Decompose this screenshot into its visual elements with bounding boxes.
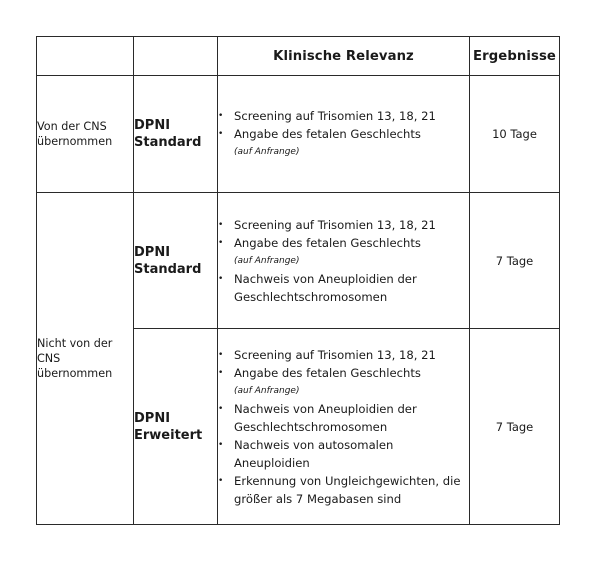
bullet-icon: • (218, 237, 224, 248)
product-cell (134, 193, 218, 329)
item-text: Screening auf Trisomien 13, 18, 21 (234, 109, 436, 123)
product-variant-line: Erweitert (134, 427, 203, 443)
product-variant-line: Standard (134, 135, 202, 150)
list-item (218, 364, 469, 400)
coverage-cell: Nicht von der CNS übernommen (37, 193, 134, 525)
table-row (37, 76, 560, 193)
list-item (218, 107, 469, 125)
coverage-cell: Von der CNS übernommen (37, 76, 134, 193)
item-text: Nachweis von Aneuploidien der Geschlechtschromosomen (234, 271, 417, 304)
bullet-icon: • (218, 219, 224, 230)
item-text: Angabe des fetalen Geschlechts (234, 127, 421, 141)
bullet-icon: • (218, 403, 224, 414)
bullet-icon: • (218, 273, 224, 284)
clinical-relevance-cell (218, 329, 470, 525)
bullet-icon: • (218, 111, 224, 121)
list-item (218, 216, 469, 234)
header-product (134, 37, 218, 76)
item-text: Erkennung von Ungleichgewichten, die größer als 7 Megabasen sind (234, 473, 461, 506)
dpni-comparison-table (36, 36, 560, 525)
product-name-line: DPNI (134, 410, 171, 426)
list-item (218, 234, 469, 270)
list-item (218, 400, 469, 436)
clinical-relevance-cell (218, 193, 470, 329)
list-item (218, 472, 469, 508)
results-cell: 7 Tage (470, 193, 560, 329)
item-text: Angabe des fetalen Geschlechts (234, 365, 421, 380)
item-text: Angabe des fetalen Geschlechts (234, 235, 421, 250)
relevance-list (218, 107, 469, 161)
header-clinical-relevance: Klinische Relevanz (218, 37, 470, 76)
bullet-icon: • (218, 349, 224, 360)
item-note: (auf Anfrange) (234, 255, 300, 266)
list-item (218, 436, 469, 472)
item-text: Screening auf Trisomien 13, 18, 21 (234, 217, 436, 232)
table-header-row (37, 37, 560, 76)
list-item (218, 270, 469, 306)
results-cell: 7 Tage (470, 329, 560, 525)
product-cell (134, 76, 218, 193)
bullet-icon: • (218, 129, 224, 139)
product-cell (134, 329, 218, 525)
product-variant-line: Standard (134, 261, 202, 277)
list-item (218, 125, 469, 161)
list-item (218, 346, 469, 364)
item-text: Nachweis von autosomalen Aneuploidien (234, 437, 394, 470)
item-text: Nachweis von Aneuploidien der Geschlechtschromosomen (234, 401, 417, 434)
bullet-icon: • (218, 439, 224, 450)
relevance-list (218, 346, 469, 508)
product-name-line: DPNI (134, 118, 171, 133)
header-coverage (37, 37, 134, 76)
results-cell: 10 Tage (470, 76, 560, 193)
item-note: (auf Anfrange) (234, 147, 300, 157)
relevance-list (218, 216, 469, 306)
product-name-line: DPNI (134, 244, 171, 260)
header-results: Ergebnisse (470, 37, 560, 76)
bullet-icon: • (218, 475, 224, 486)
item-text: Screening auf Trisomien 13, 18, 21 (234, 347, 436, 362)
bullet-icon: • (218, 367, 224, 378)
clinical-relevance-cell (218, 76, 470, 193)
item-note: (auf Anfrange) (234, 385, 300, 396)
table-row (37, 193, 560, 329)
